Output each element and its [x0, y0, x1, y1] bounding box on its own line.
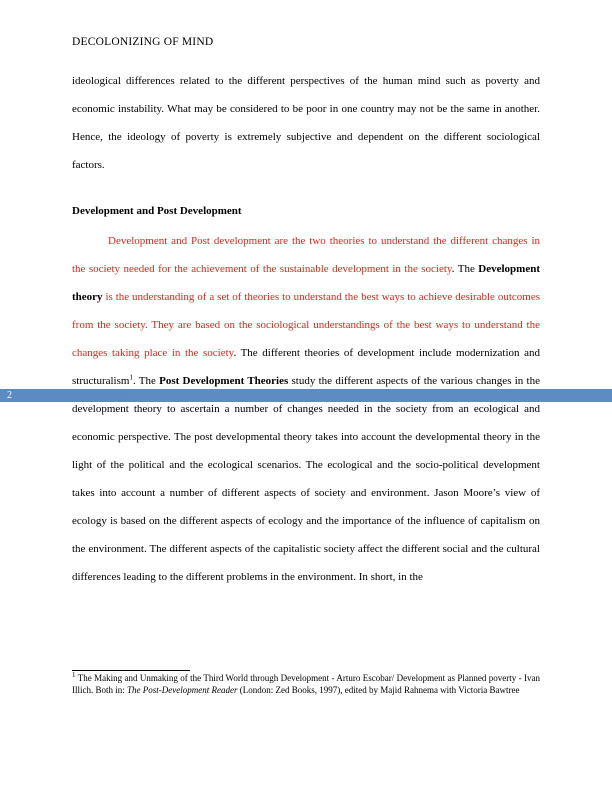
body-span: study the different aspects of the various changes in the development theory to ascertain a number of changes needed in the society from an ecological and economic perspective. The post developmental theory takes into account the developmental theory in the light of the political and the ecological scenarios. The ecological and the socio-political development takes into account a number of different aspects of society and environment. Jason Moore’s view of ecology is based on the different aspects of ecology and the importance of the influence of capitalism on the environment. The different aspects of the capitalistic society affect the different social and the cultural differences leading to the different problems in the environment. In short, in the [72, 375, 540, 583]
footnote [72, 673, 540, 696]
highlighted-text: Development and Post development are the two theories to understand the different changes in the society needed for the achievement of the sustainable development in the society [72, 235, 540, 275]
footnote-reference[interactable]: 1 [129, 373, 133, 382]
body-span: . The [132, 375, 160, 387]
footnote-book-title: The Post-Development Reader [127, 684, 238, 695]
bold-term-post-development: Post Development Theories [159, 375, 289, 387]
section-heading: Development and Post Development [72, 205, 242, 217]
footnote-marker: 1 [72, 671, 76, 679]
page-number-band [0, 389, 612, 402]
page-number: 2 [7, 390, 12, 401]
running-header: DECOLONIZING OF MIND [72, 36, 214, 48]
body-text [72, 67, 540, 179]
highlighted-text: is the understanding of a set of theories to understand the best ways to achieve desirable outcomes from the society. They are based on the sociological understandings of the best ways to understand the changes taking place in the society [72, 291, 540, 359]
body-span: . The [451, 263, 479, 275]
footnote-separator [72, 670, 190, 671]
section-body [72, 227, 540, 591]
footnote-text: The Making and Unmaking of the Third World through Development - Arturo Escobar/ Development as Planned poverty - Ivan Illich. Both in: [72, 673, 540, 695]
bold-term-development-theory: Development theory [72, 263, 540, 303]
footnote-text: (London: Zed Books, 1997), edited by Majid Rahnema with Victoria Bawtree [237, 684, 520, 695]
continuation-paragraph: ideological differences related to the different perspectives of the human mind such as poverty and economic instability. What may be considered to be poor in one country may not be the same in another. Hence, the ideology of poverty is extremely subjective and dependent on the different sociological factors. [72, 75, 540, 171]
section-paragraph [72, 227, 540, 591]
body-span: . The different theories of development include modernization and structuralism [72, 347, 540, 387]
